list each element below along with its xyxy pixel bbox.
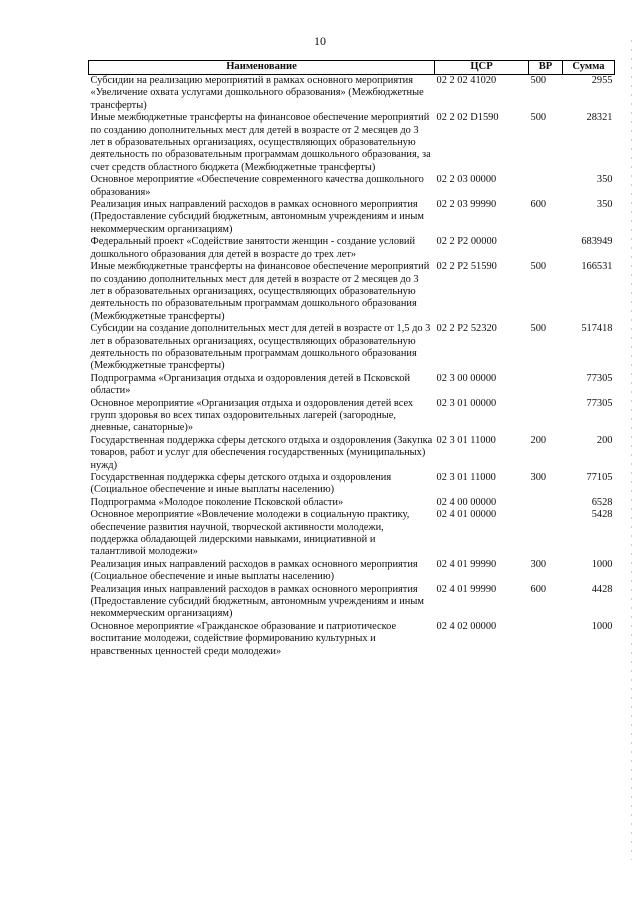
cell-vr: 500 <box>530 112 547 124</box>
cell-vr <box>529 174 563 199</box>
cell-vr: 600 <box>530 199 547 211</box>
table-row <box>89 261 615 323</box>
table-row <box>89 75 615 113</box>
header-vr: ВР <box>529 61 563 75</box>
cell-sum: 77105 <box>586 472 613 483</box>
cell-sum: 28321 <box>586 112 613 124</box>
cell-sum: 4428 <box>591 583 613 595</box>
cell-vr: 200 <box>530 434 547 446</box>
cell-name: Основное мероприятие «Вовлечение молодежи в социальную практику, обеспечение развития научной, творческой активности молодежи, поддержка обладающей лидерскими навыками, инициативной и талантливой молодежи» <box>90 509 410 558</box>
cell-csr: 02 3 01 11000 <box>436 434 496 446</box>
cell-vr: 600 <box>530 583 547 595</box>
cell-name: Федеральный проект «Содействие занятости женщин - создание условий дошкольного образования для детей в возрасте до трех лет» <box>90 236 416 260</box>
cell-vr: 300 <box>530 472 547 483</box>
cell-sum: 6528 <box>591 496 613 508</box>
cell-name: Основное мероприятие «Гражданское образование и патриотическое воспитание молодежи, содействие формированию культурных и нравственных ценностей среди молодежи» <box>90 620 397 657</box>
cell-sum: 5428 <box>591 509 613 521</box>
cell-csr: 02 4 00 00000 <box>436 496 497 508</box>
cell-csr: 02 2 02 D1590 <box>436 112 499 124</box>
cell-name: Подпрограмма «Организация отдыха и оздоровления детей в Псковской области» <box>90 372 411 397</box>
table-row <box>89 236 615 261</box>
table-row <box>89 497 615 509</box>
table-row <box>89 323 615 373</box>
cell-sum: 2955 <box>591 75 613 86</box>
cell-vr: 500 <box>530 323 547 335</box>
cell-sum: 350 <box>596 199 613 211</box>
cell-csr: 02 2 P2 51590 <box>436 261 497 273</box>
table-row <box>89 472 615 497</box>
table-row <box>89 559 615 584</box>
cell-sum: 683949 <box>581 236 613 248</box>
table-row <box>89 373 615 398</box>
cell-csr: 02 3 00 00000 <box>436 372 497 384</box>
cell-vr <box>529 621 563 658</box>
cell-csr: 02 2 P2 00000 <box>436 236 497 248</box>
table-header-row <box>89 61 615 75</box>
cell-sum: 77305 <box>586 372 613 384</box>
cell-csr: 02 2 03 00000 <box>436 174 497 186</box>
table-row <box>89 584 615 621</box>
table-row <box>89 199 615 236</box>
cell-sum: 1000 <box>591 620 613 632</box>
cell-sum: 1000 <box>591 558 613 570</box>
cell-csr: 02 2 03 99990 <box>436 199 497 211</box>
cell-name: Реализация иных направлений расходов в рамках основного мероприятия (Предоставление субсидий бюджетным, автономным учреждениям и иным некоммерческим организациям) <box>90 583 424 620</box>
cell-csr: 02 4 01 99990 <box>436 558 497 570</box>
header-sum: Сумма <box>563 61 615 75</box>
table-row <box>89 621 615 658</box>
cell-vr: 300 <box>530 558 547 570</box>
page-number: 10 <box>314 34 326 48</box>
cell-name: Подпрограмма «Молодое поколение Псковской области» <box>90 496 344 508</box>
table-row <box>89 174 615 199</box>
cell-csr: 02 4 02 00000 <box>436 620 497 632</box>
cell-vr <box>529 373 563 398</box>
cell-vr: 500 <box>530 261 547 273</box>
cell-sum: 77305 <box>586 397 613 409</box>
cell-vr <box>529 497 563 509</box>
cell-vr <box>529 236 563 261</box>
cell-name: Иные межбюджетные трансферты на финансовое обеспечение мероприятий по созданию дополнительных мест для детей в возрасте от 2 месяцев до 3 лет в образовательных организациях, осуществляющих образовательную деятельность по образовательным программам дошкольного образования, за счет средств областного бюджета (Межбюджетные трансферты) <box>90 112 431 173</box>
cell-name: Основное мероприятие «Обеспечение современного качества дошкольного образования» <box>90 174 424 198</box>
table-row <box>89 398 615 435</box>
table-row <box>89 435 615 472</box>
cell-vr <box>529 398 563 435</box>
budget-table <box>88 60 615 658</box>
cell-sum: 200 <box>596 434 613 446</box>
cell-csr: 02 4 01 00000 <box>436 509 497 521</box>
cell-csr: 02 2 02 41020 <box>436 75 497 86</box>
table-row <box>89 509 615 559</box>
scan-edge-mark <box>631 40 632 860</box>
cell-csr: 02 3 01 00000 <box>436 397 497 409</box>
cell-name: Реализация иных направлений расходов в рамках основного мероприятия (Социальное обеспечение и иные выплаты населению) <box>90 558 418 583</box>
cell-sum: 166531 <box>581 261 613 273</box>
header-csr: ЦСР <box>435 61 529 75</box>
cell-vr <box>529 509 563 559</box>
table-row <box>89 112 615 174</box>
cell-vr: 500 <box>530 75 547 86</box>
cell-csr: 02 3 01 11000 <box>436 472 496 483</box>
cell-name: Субсидии на реализацию мероприятий в рамках основного мероприятия «Увеличение охвата услугами дошкольного образования» (Межбюджетные трансферты) <box>90 75 424 111</box>
cell-name: Иные межбюджетные трансферты на финансовое обеспечение мероприятий по созданию дополнительных мест для детей в возрасте от 2 месяцев до 3 лет в образовательных организациях, осуществляющих образовательную деятельность по образовательным программам дошкольного образования (Межбюджетные трансферты) <box>90 261 430 322</box>
cell-name: Государственная поддержка сферы детского отдыха и оздоровления (Закупка товаров, работ и услуг для обеспечения государственных (муниципальных) нужд) <box>90 434 433 471</box>
header-name: Наименование <box>89 61 435 75</box>
cell-name: Реализация иных направлений расходов в рамках основного мероприятия (Предоставление субсидий бюджетным, автономным учреждениям и иным некоммерческим организациям) <box>90 199 424 235</box>
cell-name: Государственная поддержка сферы детского отдыха и оздоровления (Социальное обеспечение и иные выплаты населению) <box>90 472 392 496</box>
cell-name: Основное мероприятие «Организация отдыха и оздоровления детей всех групп здоровья во всех типах оздоровительных лагерей (загородные, дневные, санаторные)» <box>90 397 414 434</box>
cell-csr: 02 4 01 99990 <box>436 583 497 595</box>
cell-sum: 350 <box>596 174 613 186</box>
cell-name: Субсидии на создание дополнительных мест для детей в возрасте от 1,5 до 3 лет в образовательных организациях, осуществляющих образовательную деятельность по образовательным программам дошкольного образования (Межбюджетные трансферты) <box>90 323 431 372</box>
cell-sum: 517418 <box>581 323 613 335</box>
cell-csr: 02 2 P2 52320 <box>436 323 497 335</box>
